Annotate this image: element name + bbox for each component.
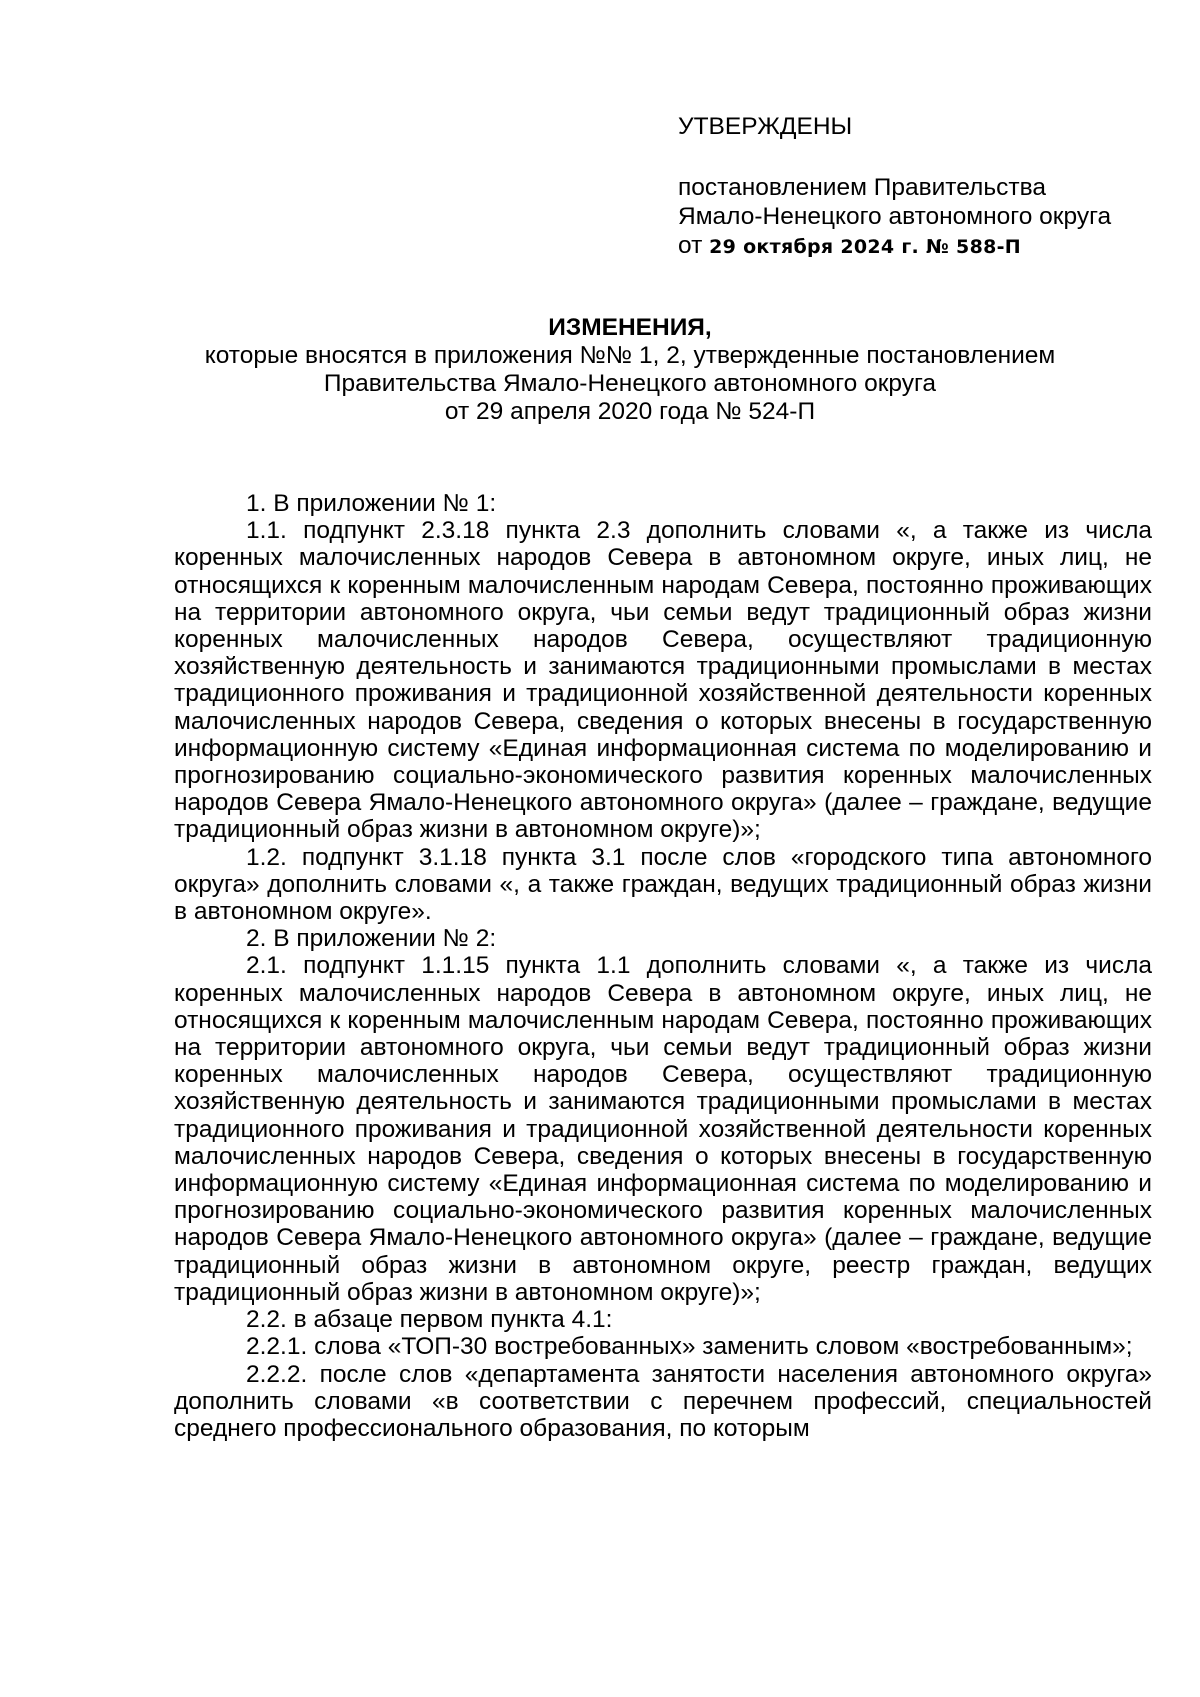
document-body bbox=[174, 490, 1152, 1442]
approval-line-1: постановлением Правительства bbox=[678, 174, 1046, 201]
heading-subtitle-3: от 29 апреля 2020 года № 524-П bbox=[444, 398, 816, 425]
heading-subtitle-2: Правительства Ямало-Ненецкого автономного округа bbox=[323, 370, 937, 397]
approval-line-2: Ямало-Ненецкого автономного округа bbox=[678, 203, 1112, 230]
paragraph-2-2-2: 2.2.2. после слов «департамента занятости населения автономного округа» дополнить словами «в соответствии с перечнем профессий, специальностей среднего профессионального образования, по которым bbox=[174, 1360, 1152, 1442]
approval-block bbox=[678, 112, 1148, 262]
approval-date-value: 29 октября 2024 г. № 588-П bbox=[709, 236, 1021, 258]
approval-date-line bbox=[678, 231, 1148, 262]
paragraph-1: 1. В приложении № 1: bbox=[246, 490, 497, 517]
approval-title: УТВЕРЖДЕНЫ bbox=[678, 113, 853, 140]
paragraph-2: 2. В приложении № 2: bbox=[246, 925, 497, 953]
heading-subtitle-1: которые вносятся в приложения №№ 1, 2, утвержденные постановлением bbox=[204, 342, 1056, 369]
paragraph-2-2-1: 2.2.1. слова «ТОП-30 востребованных» заменить словом «востребованным»; bbox=[246, 1333, 1133, 1361]
paragraph-1-2: 1.2. подпункт 3.1.18 пункта 3.1 после слов «городского типа автономного округа» дополнить словами «, а также граждан, ведущих традиционный образ жизни в автономном округе». bbox=[174, 843, 1152, 926]
paragraph-2-2: 2.2. в абзаце первом пункта 4.1: bbox=[246, 1306, 613, 1334]
document-heading bbox=[170, 314, 1090, 426]
paragraph-1-1: 1.1. подпункт 2.3.18 пункта 2.3 дополнить словами «, а также из числа коренных малочисленных народов Севера в автономном округе, иных лиц, не относящихся к коренным малочисленным народам Севера, постоянно проживающих на территории автономного округа, чьи семьи ведут традиционный образ жизни коренных малочисленных народов Севера, осуществляют традиционную хозяйственную деятельность и занимаются традиционными промыслами в местах традиционного проживания и традиционной хозяйственной деятельности коренных малочисленных народов Севера, сведения о которых внесены в государственную информационную систему «Единая информационная система по моделированию и прогнозированию социально-экономического развития коренных малочисленных народов Севера Ямало-Ненецкого автономного округа» (далее – граждане, ведущие традиционный образ жизни в автономном округе)»; bbox=[174, 517, 1152, 844]
heading-title: ИЗМЕНЕНИЯ, bbox=[548, 314, 712, 341]
paragraph-2-1: 2.1. подпункт 1.1.15 пункта 1.1 дополнить словами «, а также из числа коренных малочисленных народов Севера в автономном округе, иных лиц, не относящихся к коренным малочисленным народам Севера, постоянно проживающих на территории автономного округа, чьи семьи ведут традиционный образ жизни коренных малочисленных народов Севера, осуществляют традиционную хозяйственную деятельность и занимаются традиционными промыслами в местах традиционного проживания и традиционной хозяйственной деятельности коренных малочисленных народов Севера, сведения о которых внесены в государственную информационную систему «Единая информационная система по моделированию и прогнозированию социально-экономического развития коренных малочисленных народов Севера Ямало-Ненецкого автономного округа» (далее – граждане, ведущие традиционный образ жизни в автономном округе, реестр граждан, ведущих традиционный образ жизни в автономном округе)»; bbox=[174, 952, 1152, 1306]
approval-date-prefix: от bbox=[678, 232, 710, 259]
